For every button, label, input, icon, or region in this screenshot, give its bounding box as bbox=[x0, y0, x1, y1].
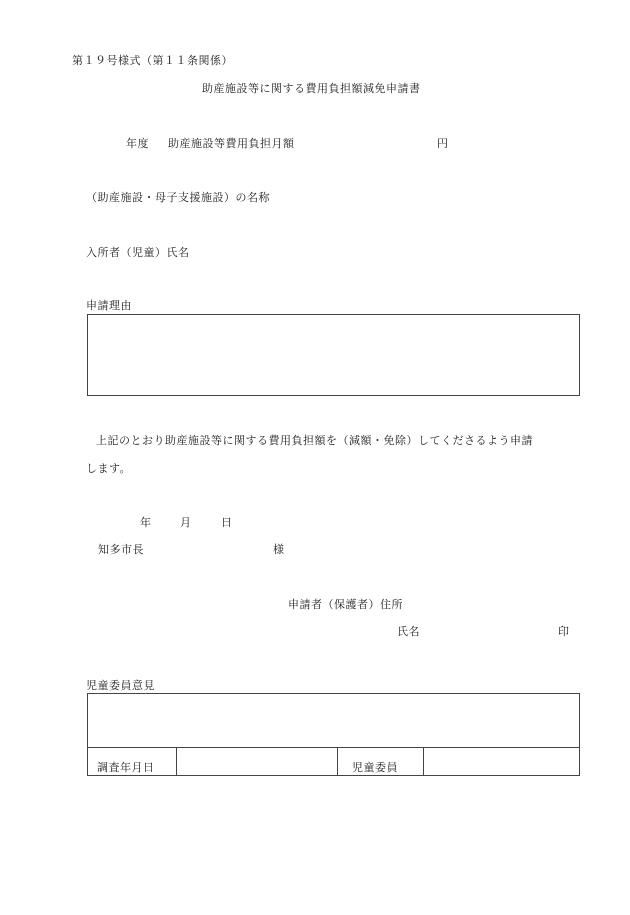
table-col-divider-2 bbox=[337, 747, 338, 776]
document-title: 助産施設等に関する費用負担額減免申請書 bbox=[202, 82, 421, 95]
monthly-amount-label: 助産施設等費用負担月額 bbox=[168, 137, 295, 150]
committee-member-input[interactable] bbox=[424, 748, 579, 775]
reason-input-box[interactable] bbox=[87, 314, 580, 396]
applicant-name-label: 氏名 bbox=[397, 625, 420, 638]
date-year: 年 bbox=[140, 516, 152, 529]
seal-mark: 印 bbox=[558, 625, 570, 638]
applicant-address-label: 申請者（保護者）住所 bbox=[288, 598, 403, 611]
survey-date-input[interactable] bbox=[177, 748, 336, 775]
honorific: 様 bbox=[273, 543, 285, 556]
form-number: 第１９号様式（第１１条関係） bbox=[72, 54, 233, 67]
committee-opinion-label: 児童委員意見 bbox=[86, 679, 155, 692]
reason-label: 申請理由 bbox=[86, 299, 132, 312]
date-day: 日 bbox=[221, 516, 233, 529]
committee-opinion-input[interactable] bbox=[88, 694, 579, 746]
statement-line-2: します。 bbox=[86, 462, 132, 475]
currency-unit: 円 bbox=[437, 137, 449, 150]
mayor-label: 知多市長 bbox=[98, 543, 144, 556]
facility-name-label: （助産施設・母子支援施設）の名称 bbox=[86, 191, 270, 204]
date-month: 月 bbox=[180, 516, 192, 529]
committee-member-label: 児童委員 bbox=[352, 761, 398, 774]
resident-name-label: 入所者（児童）氏名 bbox=[86, 246, 190, 259]
statement-line-1: 上記のとおり助産施設等に関する費用負担額を（減額・免除）してくださるよう申請 bbox=[96, 434, 533, 447]
survey-date-label: 調査年月日 bbox=[97, 761, 155, 774]
fiscal-year-suffix: 年度 bbox=[126, 137, 149, 150]
